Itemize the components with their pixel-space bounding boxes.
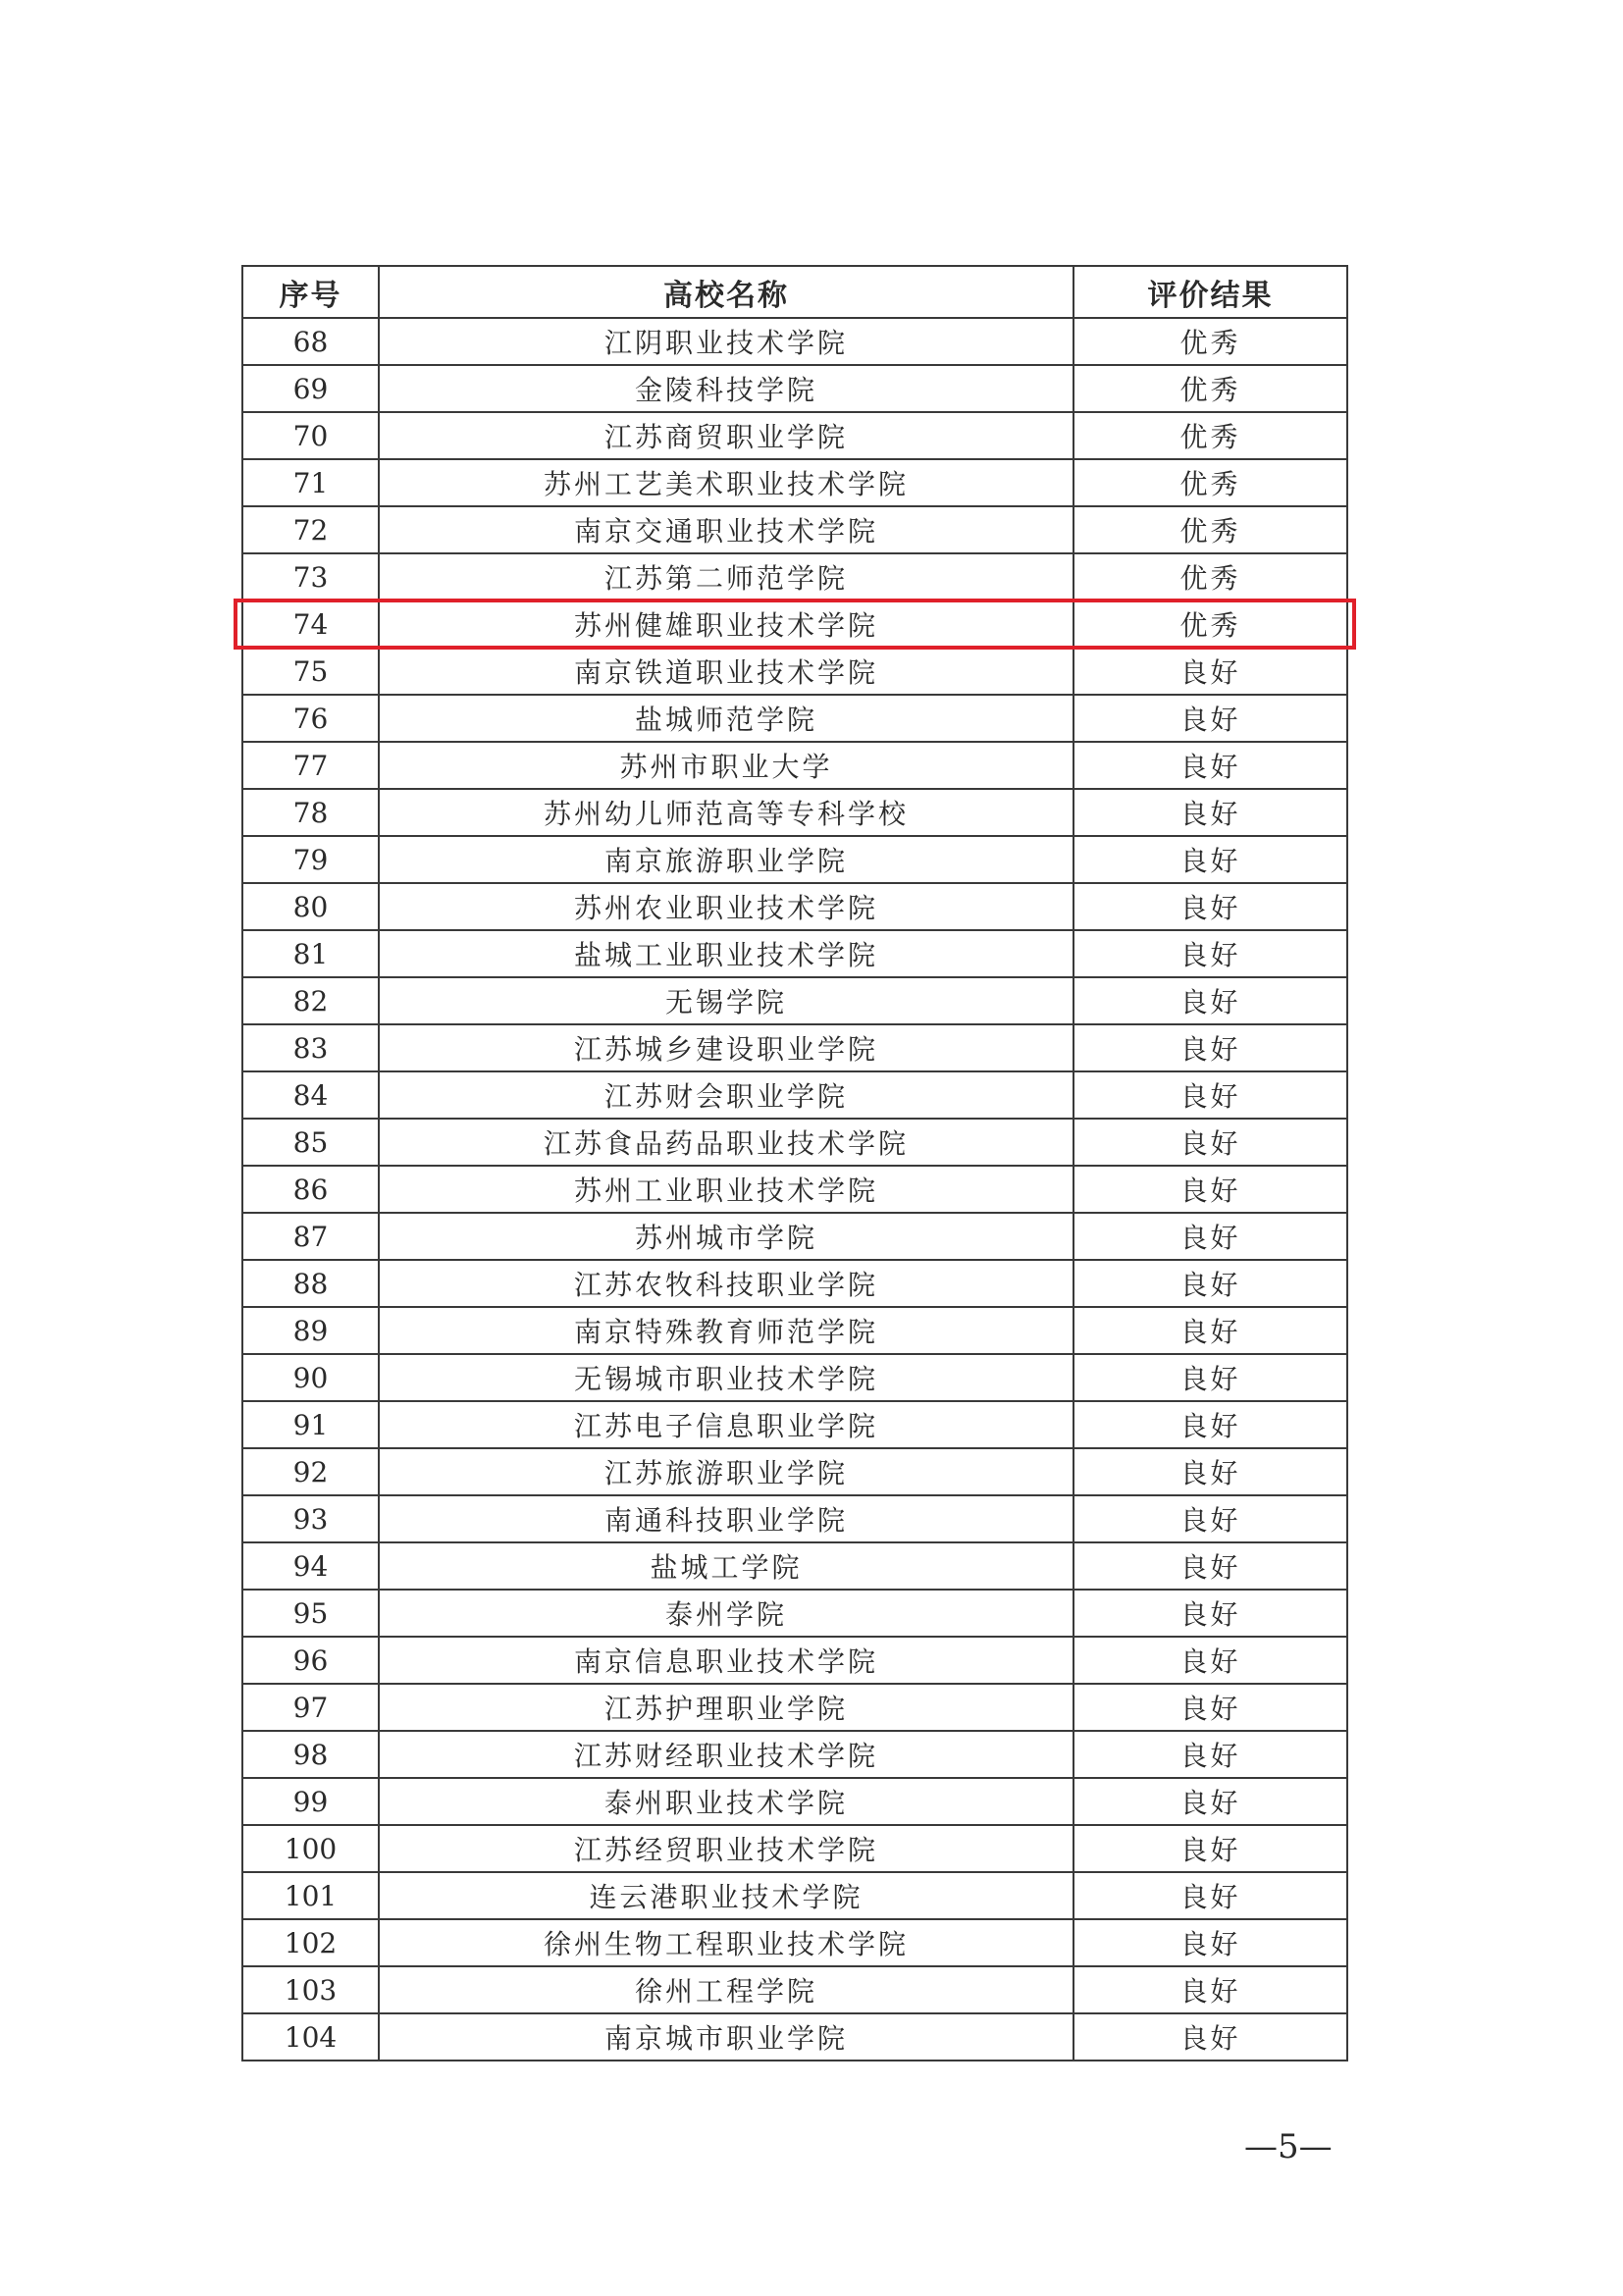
header-school-name: 高校名称 bbox=[379, 266, 1073, 318]
cell-serial-number: 97 bbox=[242, 1684, 379, 1731]
cell-school-name: 南京交通职业技术学院 bbox=[379, 506, 1073, 553]
cell-evaluation-result: 良好 bbox=[1073, 977, 1347, 1024]
cell-evaluation-result: 良好 bbox=[1073, 1542, 1347, 1590]
cell-evaluation-result: 良好 bbox=[1073, 1778, 1347, 1825]
cell-school-name: 江苏财会职业学院 bbox=[379, 1071, 1073, 1119]
table-row bbox=[242, 836, 1347, 883]
table-row bbox=[242, 1778, 1347, 1825]
cell-serial-number: 75 bbox=[242, 648, 379, 695]
table-row bbox=[242, 789, 1347, 836]
cell-evaluation-result: 优秀 bbox=[1073, 412, 1347, 459]
table-row bbox=[242, 1872, 1347, 1919]
cell-evaluation-result: 良好 bbox=[1073, 1354, 1347, 1401]
cell-school-name: 苏州工业职业技术学院 bbox=[379, 1166, 1073, 1213]
cell-serial-number: 83 bbox=[242, 1024, 379, 1071]
results-table bbox=[241, 265, 1348, 2061]
cell-serial-number: 72 bbox=[242, 506, 379, 553]
header-serial-number: 序号 bbox=[242, 266, 379, 318]
cell-school-name: 盐城工学院 bbox=[379, 1542, 1073, 1590]
table-row bbox=[242, 1024, 1347, 1071]
table-row bbox=[242, 1825, 1347, 1872]
cell-school-name: 南京铁道职业技术学院 bbox=[379, 648, 1073, 695]
table-row bbox=[242, 1590, 1347, 1637]
cell-evaluation-result: 良好 bbox=[1073, 1825, 1347, 1872]
table-row bbox=[242, 1637, 1347, 1684]
cell-evaluation-result: 优秀 bbox=[1073, 553, 1347, 600]
table-row bbox=[242, 318, 1347, 365]
cell-serial-number: 69 bbox=[242, 365, 379, 412]
cell-school-name: 江苏第二师范学院 bbox=[379, 553, 1073, 600]
table-row bbox=[242, 2013, 1347, 2061]
table-row bbox=[242, 1495, 1347, 1542]
cell-serial-number: 90 bbox=[242, 1354, 379, 1401]
cell-evaluation-result: 良好 bbox=[1073, 1590, 1347, 1637]
cell-school-name: 金陵科技学院 bbox=[379, 365, 1073, 412]
cell-school-name: 江苏财经职业技术学院 bbox=[379, 1731, 1073, 1778]
cell-school-name: 江苏经贸职业技术学院 bbox=[379, 1825, 1073, 1872]
table-row bbox=[242, 1542, 1347, 1590]
cell-evaluation-result: 良好 bbox=[1073, 1731, 1347, 1778]
table-row bbox=[242, 883, 1347, 930]
cell-evaluation-result: 良好 bbox=[1073, 1684, 1347, 1731]
cell-school-name: 无锡学院 bbox=[379, 977, 1073, 1024]
table-row bbox=[242, 648, 1347, 695]
table-row bbox=[242, 742, 1347, 789]
cell-evaluation-result: 良好 bbox=[1073, 1024, 1347, 1071]
table-row bbox=[242, 1684, 1347, 1731]
cell-serial-number: 87 bbox=[242, 1213, 379, 1260]
cell-school-name: 江苏商贸职业学院 bbox=[379, 412, 1073, 459]
cell-evaluation-result: 良好 bbox=[1073, 1401, 1347, 1448]
cell-serial-number: 95 bbox=[242, 1590, 379, 1637]
cell-school-name: 苏州农业职业技术学院 bbox=[379, 883, 1073, 930]
cell-evaluation-result: 优秀 bbox=[1073, 600, 1347, 648]
cell-serial-number: 102 bbox=[242, 1919, 379, 1966]
cell-school-name: 徐州工程学院 bbox=[379, 1966, 1073, 2013]
cell-evaluation-result: 良好 bbox=[1073, 648, 1347, 695]
cell-serial-number: 89 bbox=[242, 1307, 379, 1354]
cell-school-name: 盐城师范学院 bbox=[379, 695, 1073, 742]
table-row bbox=[242, 1448, 1347, 1495]
table-row bbox=[242, 1213, 1347, 1260]
cell-serial-number: 92 bbox=[242, 1448, 379, 1495]
cell-serial-number: 84 bbox=[242, 1071, 379, 1119]
cell-school-name: 江苏电子信息职业学院 bbox=[379, 1401, 1073, 1448]
cell-serial-number: 103 bbox=[242, 1966, 379, 2013]
cell-evaluation-result: 良好 bbox=[1073, 1966, 1347, 2013]
cell-evaluation-result: 良好 bbox=[1073, 1166, 1347, 1213]
table-row bbox=[242, 1166, 1347, 1213]
cell-serial-number: 101 bbox=[242, 1872, 379, 1919]
cell-serial-number: 91 bbox=[242, 1401, 379, 1448]
cell-school-name: 南通科技职业学院 bbox=[379, 1495, 1073, 1542]
cell-serial-number: 77 bbox=[242, 742, 379, 789]
cell-school-name: 江苏旅游职业学院 bbox=[379, 1448, 1073, 1495]
cell-serial-number: 93 bbox=[242, 1495, 379, 1542]
cell-evaluation-result: 良好 bbox=[1073, 1071, 1347, 1119]
table-row bbox=[242, 506, 1347, 553]
cell-school-name: 盐城工业职业技术学院 bbox=[379, 930, 1073, 977]
cell-evaluation-result: 良好 bbox=[1073, 789, 1347, 836]
table-row bbox=[242, 459, 1347, 506]
cell-evaluation-result: 良好 bbox=[1073, 2013, 1347, 2061]
cell-school-name: 泰州职业技术学院 bbox=[379, 1778, 1073, 1825]
cell-serial-number: 74 bbox=[242, 600, 379, 648]
cell-school-name: 江苏城乡建设职业学院 bbox=[379, 1024, 1073, 1071]
table-row bbox=[242, 1354, 1347, 1401]
cell-school-name: 江苏护理职业学院 bbox=[379, 1684, 1073, 1731]
page-number: —5— bbox=[1244, 2127, 1333, 2166]
cell-school-name: 南京特殊教育师范学院 bbox=[379, 1307, 1073, 1354]
cell-serial-number: 80 bbox=[242, 883, 379, 930]
cell-evaluation-result: 优秀 bbox=[1073, 365, 1347, 412]
cell-school-name: 南京旅游职业学院 bbox=[379, 836, 1073, 883]
table-row bbox=[242, 1401, 1347, 1448]
table-row bbox=[242, 412, 1347, 459]
cell-school-name: 江苏食品药品职业技术学院 bbox=[379, 1119, 1073, 1166]
cell-school-name: 无锡城市职业技术学院 bbox=[379, 1354, 1073, 1401]
table-row bbox=[242, 600, 1347, 648]
cell-evaluation-result: 良好 bbox=[1073, 1495, 1347, 1542]
table-row bbox=[242, 1966, 1347, 2013]
cell-school-name: 泰州学院 bbox=[379, 1590, 1073, 1637]
cell-school-name: 江阴职业技术学院 bbox=[379, 318, 1073, 365]
cell-serial-number: 82 bbox=[242, 977, 379, 1024]
cell-serial-number: 88 bbox=[242, 1260, 379, 1307]
cell-school-name: 苏州工艺美术职业技术学院 bbox=[379, 459, 1073, 506]
table-row bbox=[242, 1260, 1347, 1307]
cell-evaluation-result: 良好 bbox=[1073, 1448, 1347, 1495]
cell-school-name: 苏州市职业大学 bbox=[379, 742, 1073, 789]
cell-school-name: 徐州生物工程职业技术学院 bbox=[379, 1919, 1073, 1966]
cell-evaluation-result: 良好 bbox=[1073, 695, 1347, 742]
cell-evaluation-result: 良好 bbox=[1073, 1637, 1347, 1684]
cell-serial-number: 71 bbox=[242, 459, 379, 506]
cell-serial-number: 98 bbox=[242, 1731, 379, 1778]
cell-evaluation-result: 良好 bbox=[1073, 1307, 1347, 1354]
table-row bbox=[242, 1731, 1347, 1778]
table-row bbox=[242, 1307, 1347, 1354]
table-row bbox=[242, 1919, 1347, 1966]
table-row bbox=[242, 365, 1347, 412]
table-row bbox=[242, 1071, 1347, 1119]
cell-school-name: 江苏农牧科技职业学院 bbox=[379, 1260, 1073, 1307]
table-row bbox=[242, 977, 1347, 1024]
cell-school-name: 苏州幼儿师范高等专科学校 bbox=[379, 789, 1073, 836]
cell-serial-number: 94 bbox=[242, 1542, 379, 1590]
cell-evaluation-result: 良好 bbox=[1073, 1119, 1347, 1166]
table-row bbox=[242, 1119, 1347, 1166]
cell-serial-number: 78 bbox=[242, 789, 379, 836]
cell-evaluation-result: 良好 bbox=[1073, 883, 1347, 930]
cell-serial-number: 70 bbox=[242, 412, 379, 459]
header-evaluation-result: 评价结果 bbox=[1073, 266, 1347, 318]
cell-evaluation-result: 良好 bbox=[1073, 742, 1347, 789]
cell-serial-number: 100 bbox=[242, 1825, 379, 1872]
cell-evaluation-result: 良好 bbox=[1073, 1919, 1347, 1966]
cell-serial-number: 85 bbox=[242, 1119, 379, 1166]
cell-evaluation-result: 优秀 bbox=[1073, 506, 1347, 553]
cell-school-name: 苏州健雄职业技术学院 bbox=[379, 600, 1073, 648]
table-body bbox=[242, 318, 1347, 2061]
table-row bbox=[242, 695, 1347, 742]
cell-serial-number: 96 bbox=[242, 1637, 379, 1684]
cell-serial-number: 86 bbox=[242, 1166, 379, 1213]
cell-serial-number: 104 bbox=[242, 2013, 379, 2061]
cell-serial-number: 73 bbox=[242, 553, 379, 600]
cell-serial-number: 99 bbox=[242, 1778, 379, 1825]
cell-evaluation-result: 良好 bbox=[1073, 930, 1347, 977]
cell-serial-number: 76 bbox=[242, 695, 379, 742]
cell-school-name: 南京信息职业技术学院 bbox=[379, 1637, 1073, 1684]
cell-school-name: 南京城市职业学院 bbox=[379, 2013, 1073, 2061]
cell-school-name: 连云港职业技术学院 bbox=[379, 1872, 1073, 1919]
cell-evaluation-result: 良好 bbox=[1073, 1872, 1347, 1919]
cell-evaluation-result: 优秀 bbox=[1073, 459, 1347, 506]
cell-serial-number: 68 bbox=[242, 318, 379, 365]
table-header-row bbox=[242, 266, 1347, 318]
cell-evaluation-result: 良好 bbox=[1073, 836, 1347, 883]
cell-serial-number: 81 bbox=[242, 930, 379, 977]
table-row bbox=[242, 553, 1347, 600]
cell-evaluation-result: 优秀 bbox=[1073, 318, 1347, 365]
cell-evaluation-result: 良好 bbox=[1073, 1213, 1347, 1260]
table-row bbox=[242, 930, 1347, 977]
cell-school-name: 苏州城市学院 bbox=[379, 1213, 1073, 1260]
cell-serial-number: 79 bbox=[242, 836, 379, 883]
cell-evaluation-result: 良好 bbox=[1073, 1260, 1347, 1307]
